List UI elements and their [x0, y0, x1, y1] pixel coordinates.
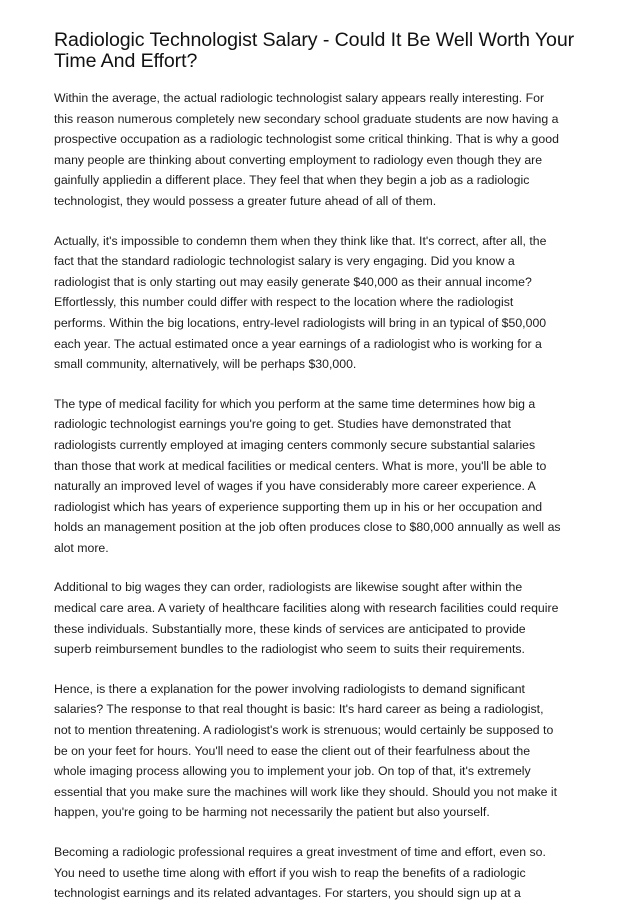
paragraph-line: prospective occupation as a radiologic technologist some critical thinking. That is why a good: [54, 132, 559, 147]
paragraph-line: Becoming a radiologic professional requires a great investment of time and effort, even so.: [54, 845, 546, 859]
paragraph-1: [54, 88, 590, 212]
paragraph-line: holds an management position at the job often produces close to $80,000 annually as well as: [54, 520, 561, 535]
paragraph-line: these individuals. Substantially more, these kinds of services are anticipated to provide: [54, 621, 526, 636]
paragraph-line: Effortlessly, this number could differ with respect to the location where the radiologist: [54, 295, 514, 310]
paragraph-line: be on your feet for hours. You'll need to ease the client out of their fearfulness about the: [54, 743, 531, 758]
paragraph-line: performs. Within the big locations, entry-level radiologists will bring in an typical of $50,000: [54, 315, 547, 330]
paragraph-line: gainfully appliedin a different place. They feel that when they begin a job as a radiologic: [54, 173, 530, 188]
paragraph-6: [54, 842, 590, 904]
paragraph-line: You need to usethe time along with effort if you wish to reap the benefits of a radiologic: [54, 865, 526, 880]
paragraph-line: small community, alternatively, will be perhaps $30,000.: [54, 357, 357, 372]
paragraph-line: radiologist that is only starting out may easily generate $40,000 as their annual income?: [54, 274, 532, 289]
title-line-1: Radiologic Technologist Salary - Could It Be Well Worth Your: [54, 29, 575, 51]
paragraph-line: Within the average, the actual radiologic technologist salary appears really interesting. For: [54, 91, 545, 105]
paragraph-line: Hence, is there a explanation for the power involving radiologists to demand significant: [54, 681, 525, 696]
paragraph-line: this reason numerous completely new secondary school graduate students are now having a: [54, 111, 559, 126]
paragraph-line: not to mention threatening. A radiologist's work is strenuous; would certainly be supposed to: [54, 723, 554, 738]
paragraph-line: happen, you're going to be harming not necessarily the patient but also yourself.: [54, 805, 490, 820]
paragraph-line: radiologists currently employed at imaging centers commonly secure substantial salaries: [54, 437, 536, 452]
document-page: [54, 30, 590, 923]
document-title: [54, 30, 590, 72]
paragraph-line: radiologic technologist earnings you're going to get. Studies have demonstrated that: [54, 417, 511, 432]
paragraph-line: than those that work at medical facilities or medical centers. What is more, you'll be able to: [54, 458, 547, 473]
paragraph-line: Actually, it's impossible to condemn them when they think like that. It's correct, after all, the: [54, 233, 547, 248]
paragraph-line: salaries? The response to that real thought is basic: It's hard career as being a radiologist,: [54, 702, 544, 717]
paragraph-5: [54, 679, 590, 823]
paragraph-line: medical care area. A variety of healthcare facilities along with research facilities could require: [54, 601, 559, 616]
paragraph-line: technologist, they would possess a greater future ahead of all of them.: [54, 193, 437, 208]
paragraph-4: [54, 577, 590, 659]
paragraph-line: naturally an improved level of wages if you have considerably more career experience. A: [54, 479, 536, 494]
document-body: [54, 88, 590, 904]
paragraph-line: each year. The actual estimated once a year earnings of a radiologist who is working for a: [54, 336, 542, 351]
paragraph-3: [54, 394, 590, 559]
paragraph-line: fact that the standard radiologic technologist salary is very engaging. Did you know a: [54, 254, 515, 269]
paragraph-line: essential that you make sure the machines will work like they should. Should you not make it: [54, 784, 558, 799]
paragraph-2: [54, 231, 590, 375]
paragraph-line: radiologist which has years of experience supporting them up in his or her occupation and: [54, 499, 543, 514]
title-line-2: Time And Effort?: [54, 50, 198, 72]
paragraph-line: whole imaging process allowing you to implement your job. On top of that, it's extremely: [54, 764, 531, 779]
paragraph-line: technologist earnings and its related advantages. For starters, you should sign up at a: [54, 886, 521, 901]
paragraph-line: many people are thinking about converting employment to radiology even though they are: [54, 152, 543, 167]
paragraph-line: superb reimbursement bundles to the radiologist who seem to suits their requirements.: [54, 642, 525, 657]
paragraph-line: The type of medical facility for which you perform at the same time determines how big a: [54, 396, 536, 411]
paragraph-line: alot more.: [54, 540, 109, 555]
paragraph-line: Additional to big wages they can order, radiologists are likewise sought after within the: [54, 580, 523, 595]
